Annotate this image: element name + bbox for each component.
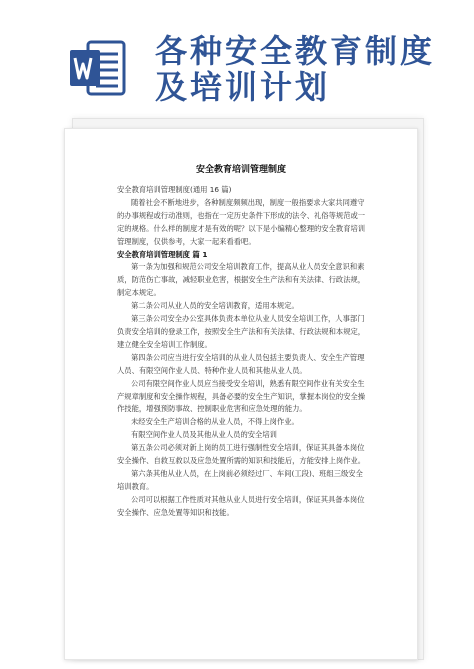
paragraph: 未经安全生产培训合格的从业人员，不得上岗作业。 — [131, 417, 299, 427]
paragraph: 第三条公司安全办公室具体负责本单位从业人员安全培训工作，人事部门负责安全培训的登录工作，按照安全生产法和有关法律、行政法规和本规定，建立健全安全培训工作制度。 — [117, 314, 366, 349]
document-title: 安全教育培训管理制度 — [195, 165, 286, 175]
paragraph: 安全教育培训管理制度(通用 16 篇) — [117, 185, 232, 194]
paragraph: 第二条公司从业人员的安全培训教育，适用本规定。 — [131, 301, 299, 311]
paragraph: 随着社会不断地进步，各种制度频频出现，制度一般指要求大家共同遵守的办事规程或行动准则，也指在一定历史条件下形成的法令、礼俗等规范或一定的规格。什么样的制度才是有效的呢？以下是小编精心整理的安全教育培训管理制度，仅供参考，大家一起来看看吧。 — [117, 197, 366, 246]
header-banner — [0, 0, 474, 118]
paragraph: 第五条公司必须对新上岗的员工进行强制性安全培训，保证其具备本岗位安全操作、自救互救以及应急处置所需的知识和技能后，方能安排上岗作业。 — [117, 443, 366, 466]
paragraph: 第一条为加强和规范公司安全培训教育工作，提高从业人员安全意识和素质，防范伤亡事故，减轻职业危害，根据安全生产法和有关法律、行政法规，制定本规定。 — [117, 262, 366, 298]
paragraph: 第六条其他从业人员，在上岗前必须经过厂、车间(工段)、班组三级安全培训教育。 — [117, 468, 363, 491]
document-body — [117, 184, 367, 520]
paragraph: 有限空间作业人员及其他从业人员的安全培训 — [131, 430, 277, 440]
document-page — [64, 128, 418, 660]
page-title-line2: 及培训计划 — [155, 68, 331, 106]
page-title-line1: 各种安全教育制度 — [155, 32, 436, 70]
paragraph: 公司可以根据工作性质对其他从业人员进行安全培训，保证其具备本岗位安全操作、应急处置等知识和技能。 — [117, 494, 365, 517]
section-heading: 安全教育培训管理制度 篇 1 — [117, 249, 208, 259]
paragraph: 公司有限空间作业人员应当接受安全培训，熟悉有限空间作业有关安全生产规章制度和安全操作规程，具备必要的安全生产知识，掌握本岗位的安全操作技能，增强预防事故、控制职业危害和应急处理的能力。 — [117, 378, 366, 414]
word-document-icon — [66, 36, 130, 100]
paragraph: 第四条公司应当进行安全培训的从业人员包括主要负责人、安全生产管理人员、有限空间作业人员、特种作业人员和其他从业人员。 — [117, 352, 365, 375]
